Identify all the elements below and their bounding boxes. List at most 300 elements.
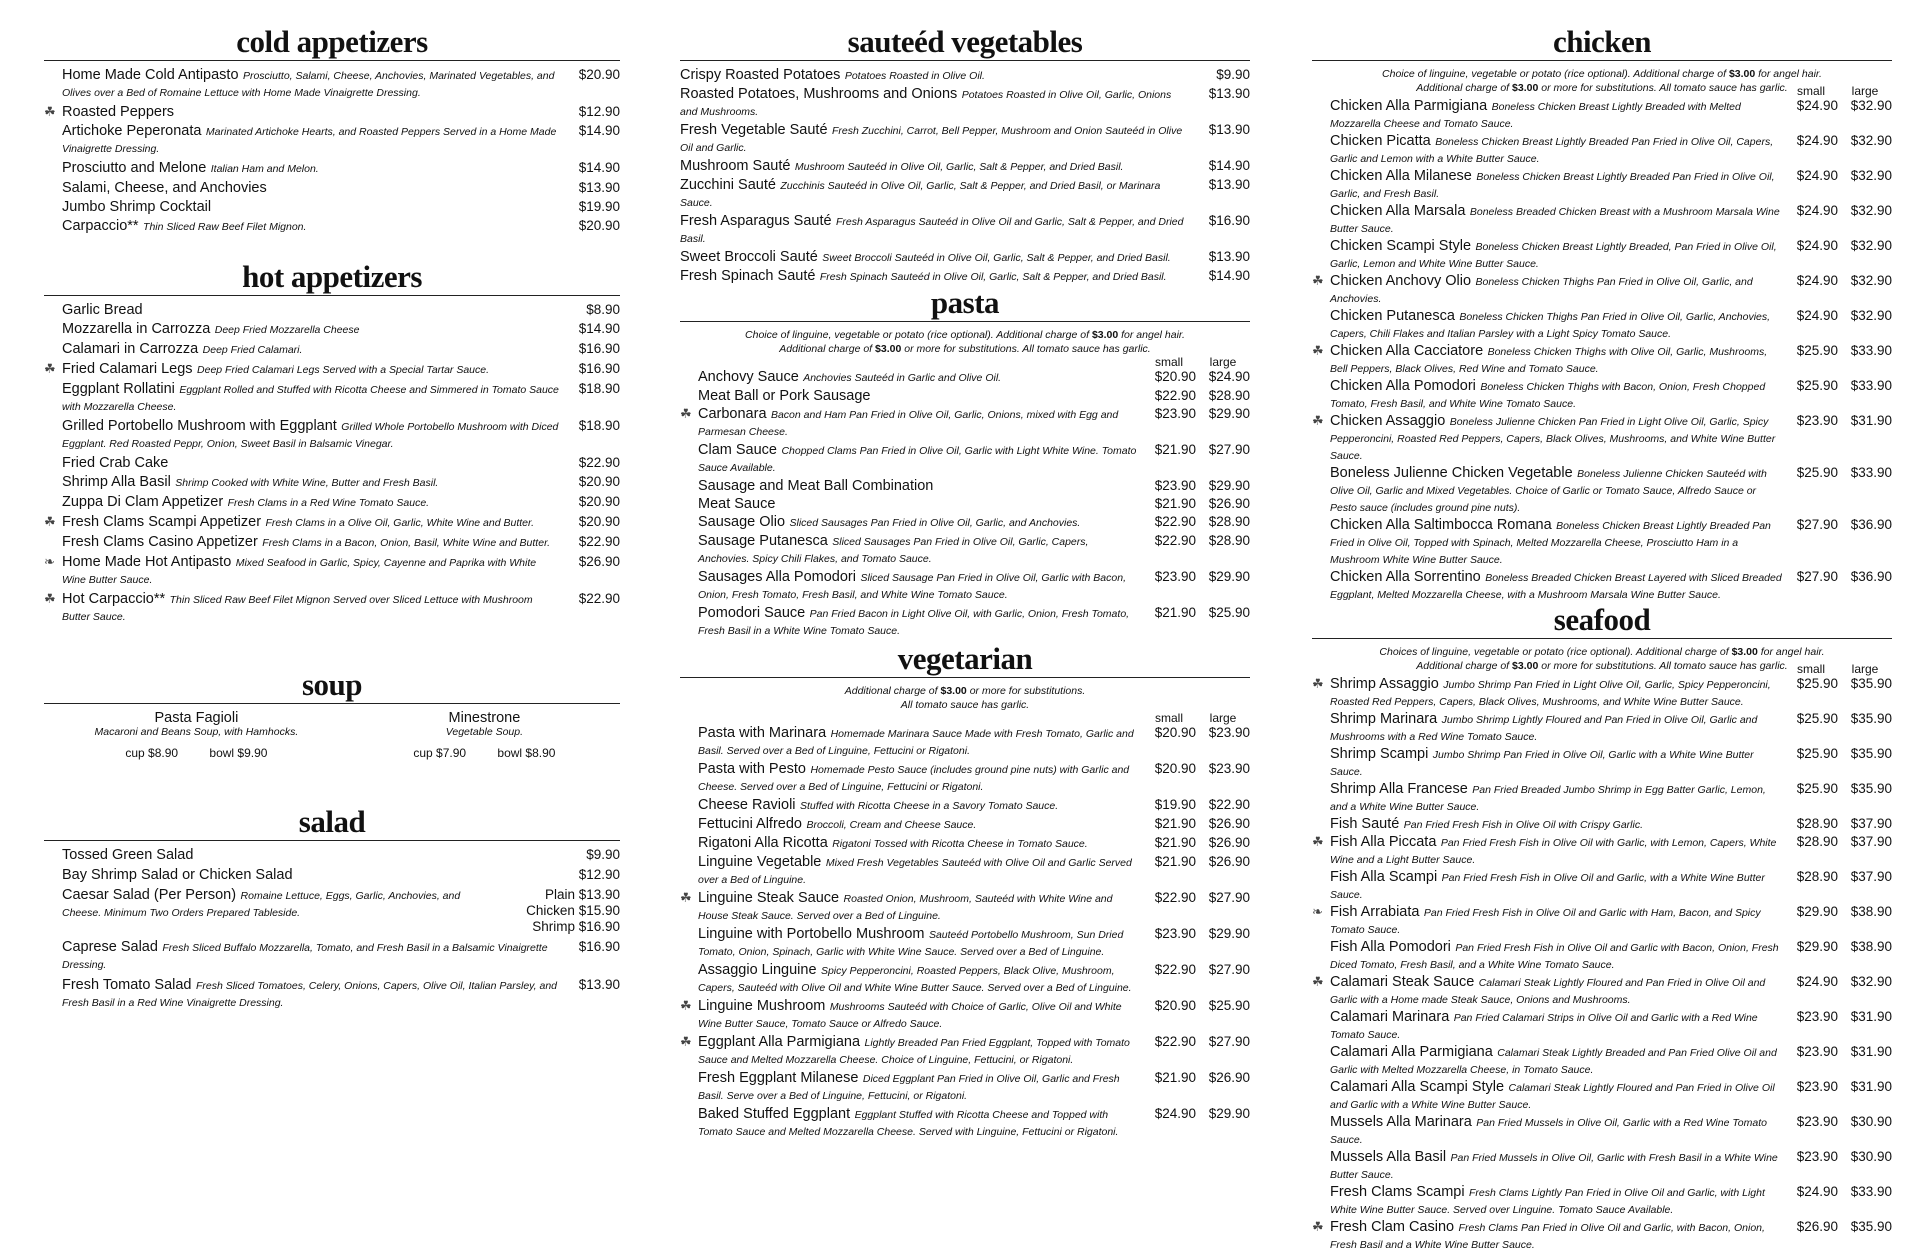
large-header: large xyxy=(1851,662,1879,676)
item-list xyxy=(44,67,620,235)
item-text xyxy=(1330,1009,1784,1043)
menu-item xyxy=(44,418,620,452)
large-price: $29.90 xyxy=(1208,478,1250,493)
item-description: Deep Fried Calamari Legs Served with a Special Tartar Sauce. xyxy=(197,364,490,376)
item-price: $16.90 xyxy=(578,939,620,954)
item-description: Pan Fried Mussels in Olive Oil, Garlic with a Red Wine Tomato Sauce. xyxy=(1330,1117,1767,1146)
small-header: small xyxy=(1796,662,1825,676)
small-header: small xyxy=(1154,355,1183,369)
item-name: Zuppa Di Clam Appetizer xyxy=(62,494,224,510)
large-price: $26.90 xyxy=(1208,1070,1250,1085)
large-price: $29.90 xyxy=(1208,569,1250,584)
section-note: Additional charge of $3.00 or more for substitutions. All tomato sauce has garlic. xyxy=(844,685,1086,711)
menu-item xyxy=(1312,465,1892,516)
item-name: Carpaccio** xyxy=(62,218,139,234)
menu-item xyxy=(680,1106,1250,1140)
menu-item xyxy=(680,213,1250,247)
small-price: $21.90 xyxy=(1154,835,1196,850)
small-header: small xyxy=(1796,84,1825,98)
large-price: $33.90 xyxy=(1850,343,1892,358)
item-name: Caprese Salad xyxy=(62,939,158,955)
menu-column-middle xyxy=(680,24,1250,1142)
item-name: Chicken Alla Milanese xyxy=(1330,168,1472,184)
large-price: $28.90 xyxy=(1208,533,1250,548)
item-description: Broccoli, Cream and Cheese Sauce. xyxy=(806,819,977,831)
small-price: $23.90 xyxy=(1796,1044,1838,1059)
large-price: $25.90 xyxy=(1208,605,1250,620)
menu-item xyxy=(44,160,620,177)
garlic-icon: ☘ xyxy=(1312,974,1324,989)
section-title: pasta xyxy=(930,285,1000,320)
small-price: $26.90 xyxy=(1796,1219,1838,1234)
item-price: $19.90 xyxy=(578,199,620,214)
section-divider xyxy=(44,703,620,704)
small-price: $22.90 xyxy=(1154,962,1196,977)
menu-item xyxy=(680,816,1250,833)
item-name: Home Made Cold Antipasto xyxy=(62,67,239,83)
item-text xyxy=(62,977,560,1011)
item-price: $13.90 xyxy=(1208,122,1250,137)
item-price: $14.90 xyxy=(578,160,620,175)
item-description: Jumbo Shrimp Pan Fried in Light Olive Oil, Garlic, Spicy Pepperoncini, Roasted Red Peppers, Capers, Black Olives, Mushrooms, and White Wine Butter Sauce. xyxy=(1330,679,1771,708)
item-text xyxy=(62,321,560,338)
menu-item xyxy=(1312,816,1892,833)
large-price: $28.90 xyxy=(1208,514,1250,529)
menu-item xyxy=(44,867,620,883)
item-name: Fish Sauté xyxy=(1330,816,1400,832)
item-text xyxy=(698,926,1142,960)
small-price: $29.90 xyxy=(1796,904,1838,919)
item-description: Thin Sliced Raw Beef Filet Mignon Served over Sliced Lettuce with Mushroom Butter Sauce. xyxy=(62,594,533,623)
item-name: Assaggio Linguine xyxy=(698,962,817,978)
item-text xyxy=(698,998,1142,1032)
item-description: Boneless Chicken Thighs with Olive Oil, Garlic, Mushrooms, Bell Peppers, Black Olives, Red Wine and Tomato Sauce. xyxy=(1330,346,1768,375)
item-name: Chicken Assaggio xyxy=(1330,413,1446,429)
item-price: $22.90 xyxy=(578,534,620,549)
garlic-icon: ☘ xyxy=(1312,413,1324,428)
item-description: Vegetable Soup. xyxy=(445,726,524,738)
item-description: Potatoes Roasted in Olive Oil. xyxy=(844,70,985,82)
item-description: Pan Fried Fresh Fish in Olive Oil with Crispy Garlic. xyxy=(1403,819,1644,831)
menu-item xyxy=(680,998,1250,1032)
menu-item xyxy=(680,67,1250,84)
menu-item xyxy=(1312,378,1892,412)
item-text xyxy=(1330,378,1784,412)
small-price: $25.90 xyxy=(1796,465,1838,480)
item-text xyxy=(1330,203,1784,237)
item-text xyxy=(698,835,1142,852)
soup-item xyxy=(95,710,299,760)
item-description: Anchovies Sauteéd in Garlic and Olive Oil. xyxy=(803,372,1002,384)
section-divider xyxy=(44,60,620,61)
item-text xyxy=(62,418,560,452)
item-name: Rigatoni Alla Ricotta xyxy=(698,835,828,851)
item-text xyxy=(680,249,1190,266)
item-text xyxy=(698,1034,1142,1068)
menu-item xyxy=(1312,1149,1892,1183)
item-description: Fresh Sliced Tomatoes, Celery, Onions, Capers, Olive Oil, Italian Parsley, and Fresh Basil in a Red Wine Vinaigrette Dressing. xyxy=(62,980,557,1009)
small-price: $23.90 xyxy=(1796,1149,1838,1164)
menu-item xyxy=(1312,1184,1892,1218)
item-name: Zucchini Sauté xyxy=(680,177,776,193)
item-text xyxy=(62,887,500,921)
item-text xyxy=(62,534,560,551)
item-description: Boneless Julienne Chicken Sauteéd with Olive Oil, Garlic and Mixed Vegetables. Choice of Garlic or Tomato Sauce, Alfredo Sauce or Pesto sauce (includes ground pine nuts). xyxy=(1330,468,1767,514)
item-price: $14.90 xyxy=(1208,268,1250,283)
item-name: Hot Carpaccio** xyxy=(62,591,166,607)
item-name: Fresh Vegetable Sauté xyxy=(680,122,828,138)
section-divider xyxy=(680,60,1250,61)
item-description: Pan Fried Fresh Fish in Olive Oil and Garlic with Bacon, Onion, Fresh Diced Tomato, Fresh Basil, and a White Wine Tomato Sauce. xyxy=(1330,942,1779,971)
item-description: Deep Fried Mozzarella Cheese xyxy=(214,324,360,336)
item-price: $14.90 xyxy=(578,321,620,336)
item-description: Shrimp Cooked with White Wine, Butter and Fresh Basil. xyxy=(175,477,439,489)
item-description: Sweet Broccoli Sauteéd in Olive Oil, Garlic, Salt & Pepper, and Dried Basil. xyxy=(822,252,1171,264)
large-price: $32.90 xyxy=(1850,133,1892,148)
large-price: $35.90 xyxy=(1850,711,1892,726)
item-description: Boneless Chicken Breast Lightly Breaded with Melted Mozzarella Cheese and Tomato Sauce. xyxy=(1330,101,1741,130)
large-price: $28.90 xyxy=(1208,388,1250,403)
item-description: Mushroom Sauteéd in Olive Oil, Garlic, Salt & Pepper, and Dried Basil. xyxy=(794,161,1124,173)
item-name: Jumbo Shrimp Cocktail xyxy=(62,199,212,215)
cup-price: cup $8.90 xyxy=(125,746,179,760)
item-price: $22.90 xyxy=(578,455,620,470)
large-header: large xyxy=(1209,711,1237,725)
large-price: $37.90 xyxy=(1850,816,1892,831)
item-name: Calamari Alla Parmigiana xyxy=(1330,1044,1493,1060)
item-name: Fettucini Alfredo xyxy=(698,816,802,832)
item-name: Mozzarella in Carrozza xyxy=(62,321,211,337)
item-description: Fresh Clams in a Bacon, Onion, Basil, White Wine and Butter. xyxy=(262,537,551,549)
menu-item xyxy=(1312,781,1892,815)
item-description: Sliced Sausage Pan Fried in Olive Oil, Garlic with Bacon, Onion, Fresh Tomato, Fresh Basil, and White Wine Tomato Sauce. xyxy=(698,572,1126,601)
garlic-icon: ☘ xyxy=(1312,676,1324,691)
section-title: vegetarian xyxy=(897,641,1033,676)
item-name: Salami, Cheese, and Anchovies xyxy=(62,180,267,196)
garlic-icon: ☘ xyxy=(1312,1219,1324,1234)
item-description: Homemade Marinara Sauce Made with Fresh Tomato, Garlic and Basil. Served over a Bed of Linguine, Fettucini or Rigatoni. xyxy=(698,728,1134,757)
item-text xyxy=(62,302,560,318)
item-text xyxy=(698,388,1142,404)
large-price: $26.90 xyxy=(1208,854,1250,869)
large-price: $23.90 xyxy=(1208,761,1250,776)
item-description: Pan Fried Breaded Jumbo Shrimp in Egg Batter Garlic, Lemon, and a White Wine Butter Sauce. xyxy=(1330,784,1766,813)
item-price: $14.90 xyxy=(578,123,620,138)
item-text xyxy=(680,177,1190,211)
large-price: $38.90 xyxy=(1850,904,1892,919)
item-description: Eggplant Rolled and Stuffed with Ricotta Cheese and Simmered in Tomato Sauce with Mozzarella Cheese. xyxy=(62,384,559,413)
item-text xyxy=(698,1106,1142,1140)
menu-item xyxy=(1312,676,1892,710)
item-name: Sausage Putanesca xyxy=(698,533,828,549)
small-price: $28.90 xyxy=(1796,816,1838,831)
item-text xyxy=(1330,168,1784,202)
large-price: $29.90 xyxy=(1208,1106,1250,1121)
item-text xyxy=(1330,465,1784,516)
menu-item xyxy=(44,67,620,101)
menu-item xyxy=(1312,746,1892,780)
large-price: $38.90 xyxy=(1850,939,1892,954)
large-price: $32.90 xyxy=(1850,308,1892,323)
menu-item xyxy=(1312,569,1892,603)
large-price: $23.90 xyxy=(1208,725,1250,740)
item-text xyxy=(62,847,560,863)
item-name: Eggplant Alla Parmigiana xyxy=(698,1034,861,1050)
item-name: Pomodori Sauce xyxy=(698,605,806,621)
item-description: Homemade Pesto Sauce (includes ground pine nuts) with Garlic and Cheese. Served over a Bed of Linguine, Fettucini or Rigatoni. xyxy=(698,764,1130,793)
menu-item xyxy=(680,1034,1250,1068)
garlic-icon: ☘ xyxy=(44,514,56,529)
item-name: Roasted Potatoes, Mushrooms and Onions xyxy=(680,86,958,102)
section-title: salad xyxy=(298,804,366,839)
item-name: Chicken Alla Marsala xyxy=(1330,203,1466,219)
item-name: Chicken Alla Parmigiana xyxy=(1330,98,1488,114)
menu-item xyxy=(1312,1114,1892,1148)
item-name: Chicken Alla Cacciatore xyxy=(1330,343,1484,359)
menu-item xyxy=(44,939,620,973)
item-name: Calamari Steak Sauce xyxy=(1330,974,1475,990)
item-text xyxy=(1330,1079,1784,1113)
small-price: $25.90 xyxy=(1796,746,1838,761)
large-price: $33.90 xyxy=(1850,1184,1892,1199)
menu-item xyxy=(44,554,620,588)
large-price: $27.90 xyxy=(1208,442,1250,457)
menu-item xyxy=(680,533,1250,567)
item-price: $12.90 xyxy=(578,867,620,882)
item-name: Sweet Broccoli Sauté xyxy=(680,249,818,265)
section-divider xyxy=(1312,638,1892,639)
item-description: Fresh Spinach Sauteéd in Olive Oil, Garlic, Salt & Pepper, and Dried Basil. xyxy=(819,271,1167,283)
item-name: Chicken Putanesca xyxy=(1330,308,1455,324)
large-price: $31.90 xyxy=(1850,1044,1892,1059)
small-price: $20.90 xyxy=(1154,369,1196,384)
item-description: Fresh Clams Lightly Pan Fried in Olive Oil and Garlic, with Light White Wine Butter Sauce. Served over Linguine. Tomato Sauce Available. xyxy=(1330,1187,1765,1216)
small-price: $28.90 xyxy=(1796,869,1838,884)
item-name: Shrimp Assaggio xyxy=(1330,676,1439,692)
menu-item xyxy=(1312,133,1892,167)
large-price: $30.90 xyxy=(1850,1114,1892,1129)
small-price: $25.90 xyxy=(1796,343,1838,358)
item-text xyxy=(1330,569,1784,603)
item-description: Boneless Breaded Chicken Breast with a Mushroom Marsala Wine Butter Sauce. xyxy=(1330,206,1780,235)
small-price: $20.90 xyxy=(1154,725,1196,740)
size-header xyxy=(680,712,1250,725)
large-price: $35.90 xyxy=(1850,1219,1892,1234)
item-price: $13.90 xyxy=(578,977,620,992)
item-name: Pasta with Marinara xyxy=(698,725,827,741)
menu-item xyxy=(680,406,1250,440)
section-note: Choices of linguine, vegetable or potato (rice optional). Additional charge of $3.00 for angel hair. Additional charge of $3.00 or more for substitutions. All tomato sauce has garlic. xyxy=(1379,646,1825,672)
item-description: Pan Fried Fresh Fish in Olive Oil with Garlic, with Lemon, Capers, White Wine and a Light Butter Sauce. xyxy=(1330,837,1777,866)
item-text xyxy=(680,268,1190,285)
menu-item xyxy=(680,569,1250,603)
section-seafood xyxy=(1312,602,1892,1253)
large-price: $26.90 xyxy=(1208,496,1250,511)
large-price: $33.90 xyxy=(1850,378,1892,393)
item-prices xyxy=(399,746,569,760)
large-price: $37.90 xyxy=(1850,834,1892,849)
item-name: Chicken Alla Sorrentino xyxy=(1330,569,1481,585)
item-text xyxy=(62,474,560,491)
cup-price: cup $7.90 xyxy=(413,746,467,760)
item-name: Fish Alla Scampi xyxy=(1330,869,1438,885)
item-text xyxy=(680,158,1190,175)
item-name: Clam Sauce xyxy=(698,442,777,458)
large-price: $26.90 xyxy=(1208,835,1250,850)
item-name: Grilled Portobello Mushroom with Eggplant xyxy=(62,418,337,434)
item-description: Grilled Whole Portobello Mushroom with Diced Eggplant. Red Roasted Peppr, Onion, Sweet Basil in Balsamic Vinegar. xyxy=(62,421,559,450)
menu-item xyxy=(680,1070,1250,1104)
item-price: $13.90 xyxy=(578,180,620,195)
menu-item xyxy=(680,86,1250,120)
small-price: $23.90 xyxy=(1796,1079,1838,1094)
item-price: $26.90 xyxy=(578,554,620,569)
item-text xyxy=(62,591,560,625)
section-title: sauteéd vegetables xyxy=(847,24,1083,59)
item-text xyxy=(62,104,560,120)
item-name: Pasta with Pesto xyxy=(698,761,806,777)
large-price: $31.90 xyxy=(1850,1009,1892,1024)
small-price: $20.90 xyxy=(1154,998,1196,1013)
menu-item xyxy=(680,369,1250,386)
item-text xyxy=(1330,238,1784,272)
item-text xyxy=(62,160,560,177)
item-name: Linguine with Portobello Mushroom xyxy=(698,926,925,942)
small-price: $23.90 xyxy=(1796,413,1838,428)
large-price: $27.90 xyxy=(1208,962,1250,977)
large-price: $29.90 xyxy=(1208,926,1250,941)
small-price: $21.90 xyxy=(1154,1070,1196,1085)
menu-item xyxy=(680,388,1250,404)
item-description: Deep Fried Calamari. xyxy=(202,344,303,356)
item-description: Fresh Clams Pan Fried in Olive Oil and Garlic, with Bacon, Onion, Fresh Basil and a White Wine Butter Sauce. xyxy=(1330,1222,1765,1251)
item-text xyxy=(62,341,560,358)
menu-item xyxy=(44,591,620,625)
item-text xyxy=(62,123,560,157)
item-text xyxy=(698,1070,1142,1104)
item-text xyxy=(698,962,1142,996)
item-list xyxy=(680,67,1250,285)
item-price: $20.90 xyxy=(578,514,620,529)
item-name: Meat Sauce xyxy=(698,496,776,512)
large-price: $36.90 xyxy=(1850,517,1892,532)
item-text xyxy=(698,442,1142,476)
item-description: Romaine Lettuce, Eggs, Garlic, Anchovies, and Cheese. Minimum Two Orders Prepared Tableside. xyxy=(62,890,461,919)
item-text xyxy=(1330,676,1784,710)
item-description: Italian Ham and Melon. xyxy=(210,163,319,175)
item-price: $12.90 xyxy=(578,104,620,119)
large-price: $32.90 xyxy=(1850,238,1892,253)
item-text xyxy=(698,761,1142,795)
item-description: Stuffed with Ricotta Cheese in a Savory Tomato Sauce. xyxy=(799,800,1059,812)
price-option: Shrimp $16.90 xyxy=(532,919,620,934)
item-description: Boneless Chicken Breast Lightly Breaded Pan Fried in Olive Oil, Topped with Spinach, Melted Mozzarella Cheese, Prosciutto Ham in a Mushroom White Wine Butter Sauce. xyxy=(1330,520,1771,566)
menu-item xyxy=(680,890,1250,924)
item-price: $14.90 xyxy=(1208,158,1250,173)
item-description: Pan Fried Fresh Fish in Olive Oil and Garlic, with a White Wine Butter Sauce. xyxy=(1330,872,1765,901)
large-price: $31.90 xyxy=(1850,1079,1892,1094)
garlic-icon: ☘ xyxy=(680,1034,692,1049)
small-price: $22.90 xyxy=(1154,890,1196,905)
section-title: chicken xyxy=(1552,24,1652,59)
item-text xyxy=(62,67,560,101)
menu-item xyxy=(1312,711,1892,745)
item-price: $16.90 xyxy=(578,361,620,376)
section-divider xyxy=(1312,60,1892,61)
small-price: $24.90 xyxy=(1796,238,1838,253)
item-text xyxy=(698,478,1142,494)
item-description: Roasted Onion, Mushroom, Sauteéd with White Wine and House Steak Sauce. Served over a Bed of Linguine. xyxy=(698,893,1113,922)
menu-item xyxy=(680,854,1250,888)
large-price: $29.90 xyxy=(1208,406,1250,421)
item-name: Fresh Tomato Salad xyxy=(62,977,192,993)
item-name: Minestrone xyxy=(448,710,521,726)
section-soup xyxy=(44,667,620,760)
item-description: Zucchinis Sauteéd in Olive Oil, Garlic, Salt & Pepper, and Dried Basil, or Marinara Sauce. xyxy=(680,180,1161,209)
garlic-icon: ☘ xyxy=(680,890,692,905)
item-text xyxy=(1330,974,1784,1008)
item-name: Fresh Spinach Sauté xyxy=(680,268,816,284)
small-price: $23.90 xyxy=(1154,478,1196,493)
menu-item xyxy=(44,887,620,935)
item-price: $13.90 xyxy=(1208,177,1250,192)
section-title: seafood xyxy=(1553,602,1651,637)
menu-item xyxy=(44,534,620,551)
item-price: $9.90 xyxy=(586,847,620,862)
item-name: Sausages Alla Pomodori xyxy=(698,569,856,585)
item-text xyxy=(680,213,1190,247)
item-name: Calamari Marinara xyxy=(1330,1009,1450,1025)
menu-item xyxy=(680,158,1250,175)
small-price: $25.90 xyxy=(1796,711,1838,726)
menu-item xyxy=(1312,308,1892,342)
large-price: $35.90 xyxy=(1850,781,1892,796)
menu-column-left xyxy=(44,24,620,1015)
menu-item xyxy=(680,835,1250,852)
small-price: $24.90 xyxy=(1796,308,1838,323)
item-text xyxy=(1330,1184,1784,1218)
item-price: $16.90 xyxy=(578,341,620,356)
item-name: Linguine Mushroom xyxy=(698,998,826,1014)
item-description: Sliced Sausages Pan Fried in Olive Oil, Garlic, and Anchovies. xyxy=(789,517,1081,529)
item-text xyxy=(698,533,1142,567)
menu-item xyxy=(44,361,620,378)
item-name: Home Made Hot Antipasto xyxy=(62,554,232,570)
menu-item xyxy=(44,104,620,120)
item-text xyxy=(1330,343,1784,377)
garlic-icon: ☘ xyxy=(680,998,692,1013)
item-description: Fresh Clams in a Olive Oil, Garlic, White Wine and Butter. xyxy=(265,517,535,529)
item-name: Bay Shrimp Salad or Chicken Salad xyxy=(62,867,293,883)
item-text xyxy=(1330,308,1784,342)
menu-item xyxy=(1312,939,1892,973)
item-description: Lightly Breaded Pan Fried Eggplant, Topped with Tomato Sauce and Melted Mozzarella Cheese. Choice of Linguine, Fettucini, or Rigatoni. xyxy=(698,1037,1130,1066)
menu-item xyxy=(44,847,620,863)
item-description: Fresh Asparagus Sauteéd in Olive Oil and Garlic, Salt & Pepper, and Dried Basil. xyxy=(680,216,1184,245)
item-text xyxy=(62,199,560,215)
small-price: $24.90 xyxy=(1796,273,1838,288)
menu-item xyxy=(44,302,620,318)
small-price: $22.90 xyxy=(1154,514,1196,529)
section-cold-appetizers xyxy=(44,24,620,235)
item-name: Chicken Picatta xyxy=(1330,133,1431,149)
large-price: $27.90 xyxy=(1208,1034,1250,1049)
menu-item xyxy=(1312,904,1892,938)
section-salad xyxy=(44,804,620,1011)
item-description: Pan Fried Fresh Fish in Olive Oil and Garlic with Ham, Bacon, and Spicy Tomato Sauce. xyxy=(1330,907,1761,936)
small-price: $20.90 xyxy=(1154,761,1196,776)
item-name: Shrimp Alla Basil xyxy=(62,474,171,490)
